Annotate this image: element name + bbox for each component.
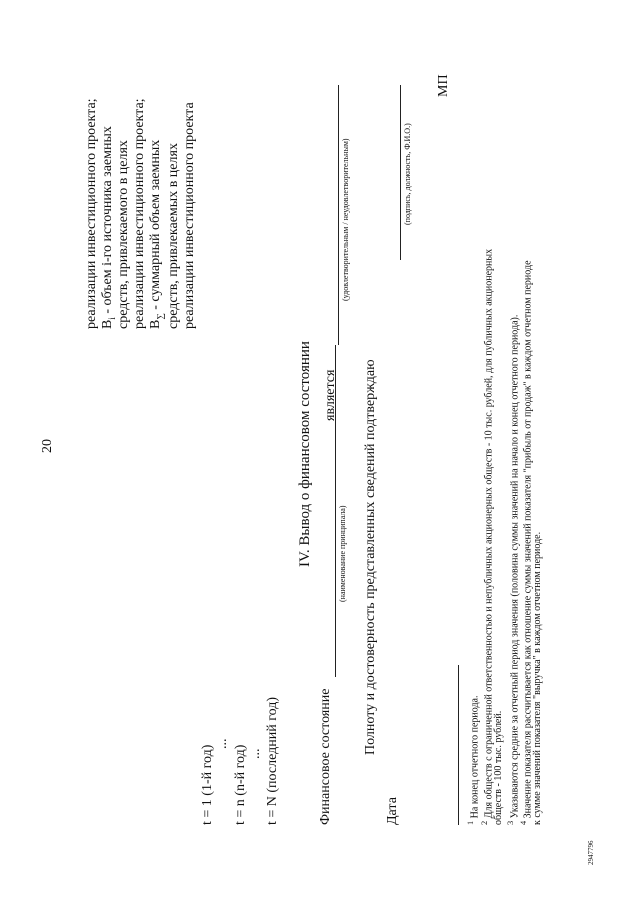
footnote-2-text: Для обществ с ограниченной ответственностью и непубличных акционерных обществ - 10 тыс. рублей, для публичных акционерных <box>483 248 495 819</box>
principal-caption: (наименование принципала) <box>338 505 347 602</box>
footnote-4-text: Значение показателя рассчитывается как отношение суммы значений показателя "прибыль от продаж" в каждом отчетном периоде <box>522 260 534 819</box>
page-number: 20 <box>40 439 55 453</box>
year-ellipsis-1: ... <box>215 738 230 749</box>
seal-mark-label: МП <box>436 74 451 97</box>
footnote-4-cont <box>532 532 543 825</box>
section-heading: IV. Вывод о финансовом состоянии <box>297 341 313 567</box>
definition-line-6: средств, привлекаемых в целях <box>166 143 181 329</box>
date-label: Дата <box>385 797 400 825</box>
bi-text: - объем i-го источника заемных <box>100 126 115 318</box>
definition-line-7: реализации инвестиционного проекта <box>182 102 197 329</box>
year-ellipsis-2: ... <box>248 748 263 759</box>
footnote-2-cont-text: обществ - 100 тыс. рублей. <box>493 710 504 825</box>
footnote-2-cont <box>493 711 504 825</box>
satisfactory-caption: (удовлетворительным / неудовлетворительным) <box>341 138 350 301</box>
footnote-1 <box>466 696 480 825</box>
year-last: t = N (последний год) <box>265 696 280 825</box>
definition-line-4: реализации инвестиционного проекта; <box>132 98 147 329</box>
is-word: является <box>323 369 338 421</box>
financial-state-label: Финансовое состояние <box>318 688 333 825</box>
satisfactory-line <box>338 85 339 345</box>
bsum-symbol: B <box>148 319 163 329</box>
definition-line-1: реализации инвестиционного проекта; <box>84 98 99 329</box>
signature-line <box>400 85 401 260</box>
bsum-text: - суммарный объем заемных <box>148 139 163 314</box>
footnote-3-mark: 3 <box>506 820 515 825</box>
footnote-4-cont-text: к сумме значений показателя "выручка" в каждом отчетном периоде. <box>532 531 543 825</box>
definition-bi <box>100 126 117 329</box>
footnote-1-mark: 1 <box>466 820 475 825</box>
footnote-4-mark: 4 <box>519 820 528 825</box>
year-n: t = n (n-й год) <box>233 744 248 825</box>
bi-symbol: B <box>100 319 115 329</box>
footnote-3-text: Указываются средние за отчетный период значения (половина суммы значений на начало и конец отчетного периода). <box>509 314 521 819</box>
footnote-2-mark: 2 <box>480 820 489 825</box>
signature-caption: (подпись, должность, Ф.И.О.) <box>403 123 412 225</box>
definition-bsum <box>148 140 165 329</box>
footnotes-separator <box>458 665 459 825</box>
document-code: 2947796 <box>587 840 595 865</box>
bi-subscript: i <box>106 317 117 320</box>
footnote-1-text: На конец отчетного периода. <box>469 695 481 819</box>
confirm-text: Полноту и достоверность представленных сведений подтверждаю <box>363 359 378 755</box>
definition-line-3: средств, привлекаемого в целях <box>116 140 131 329</box>
bsum-subscript: ∑ <box>154 313 165 320</box>
year-first: t = 1 (1-й год) <box>200 744 215 825</box>
